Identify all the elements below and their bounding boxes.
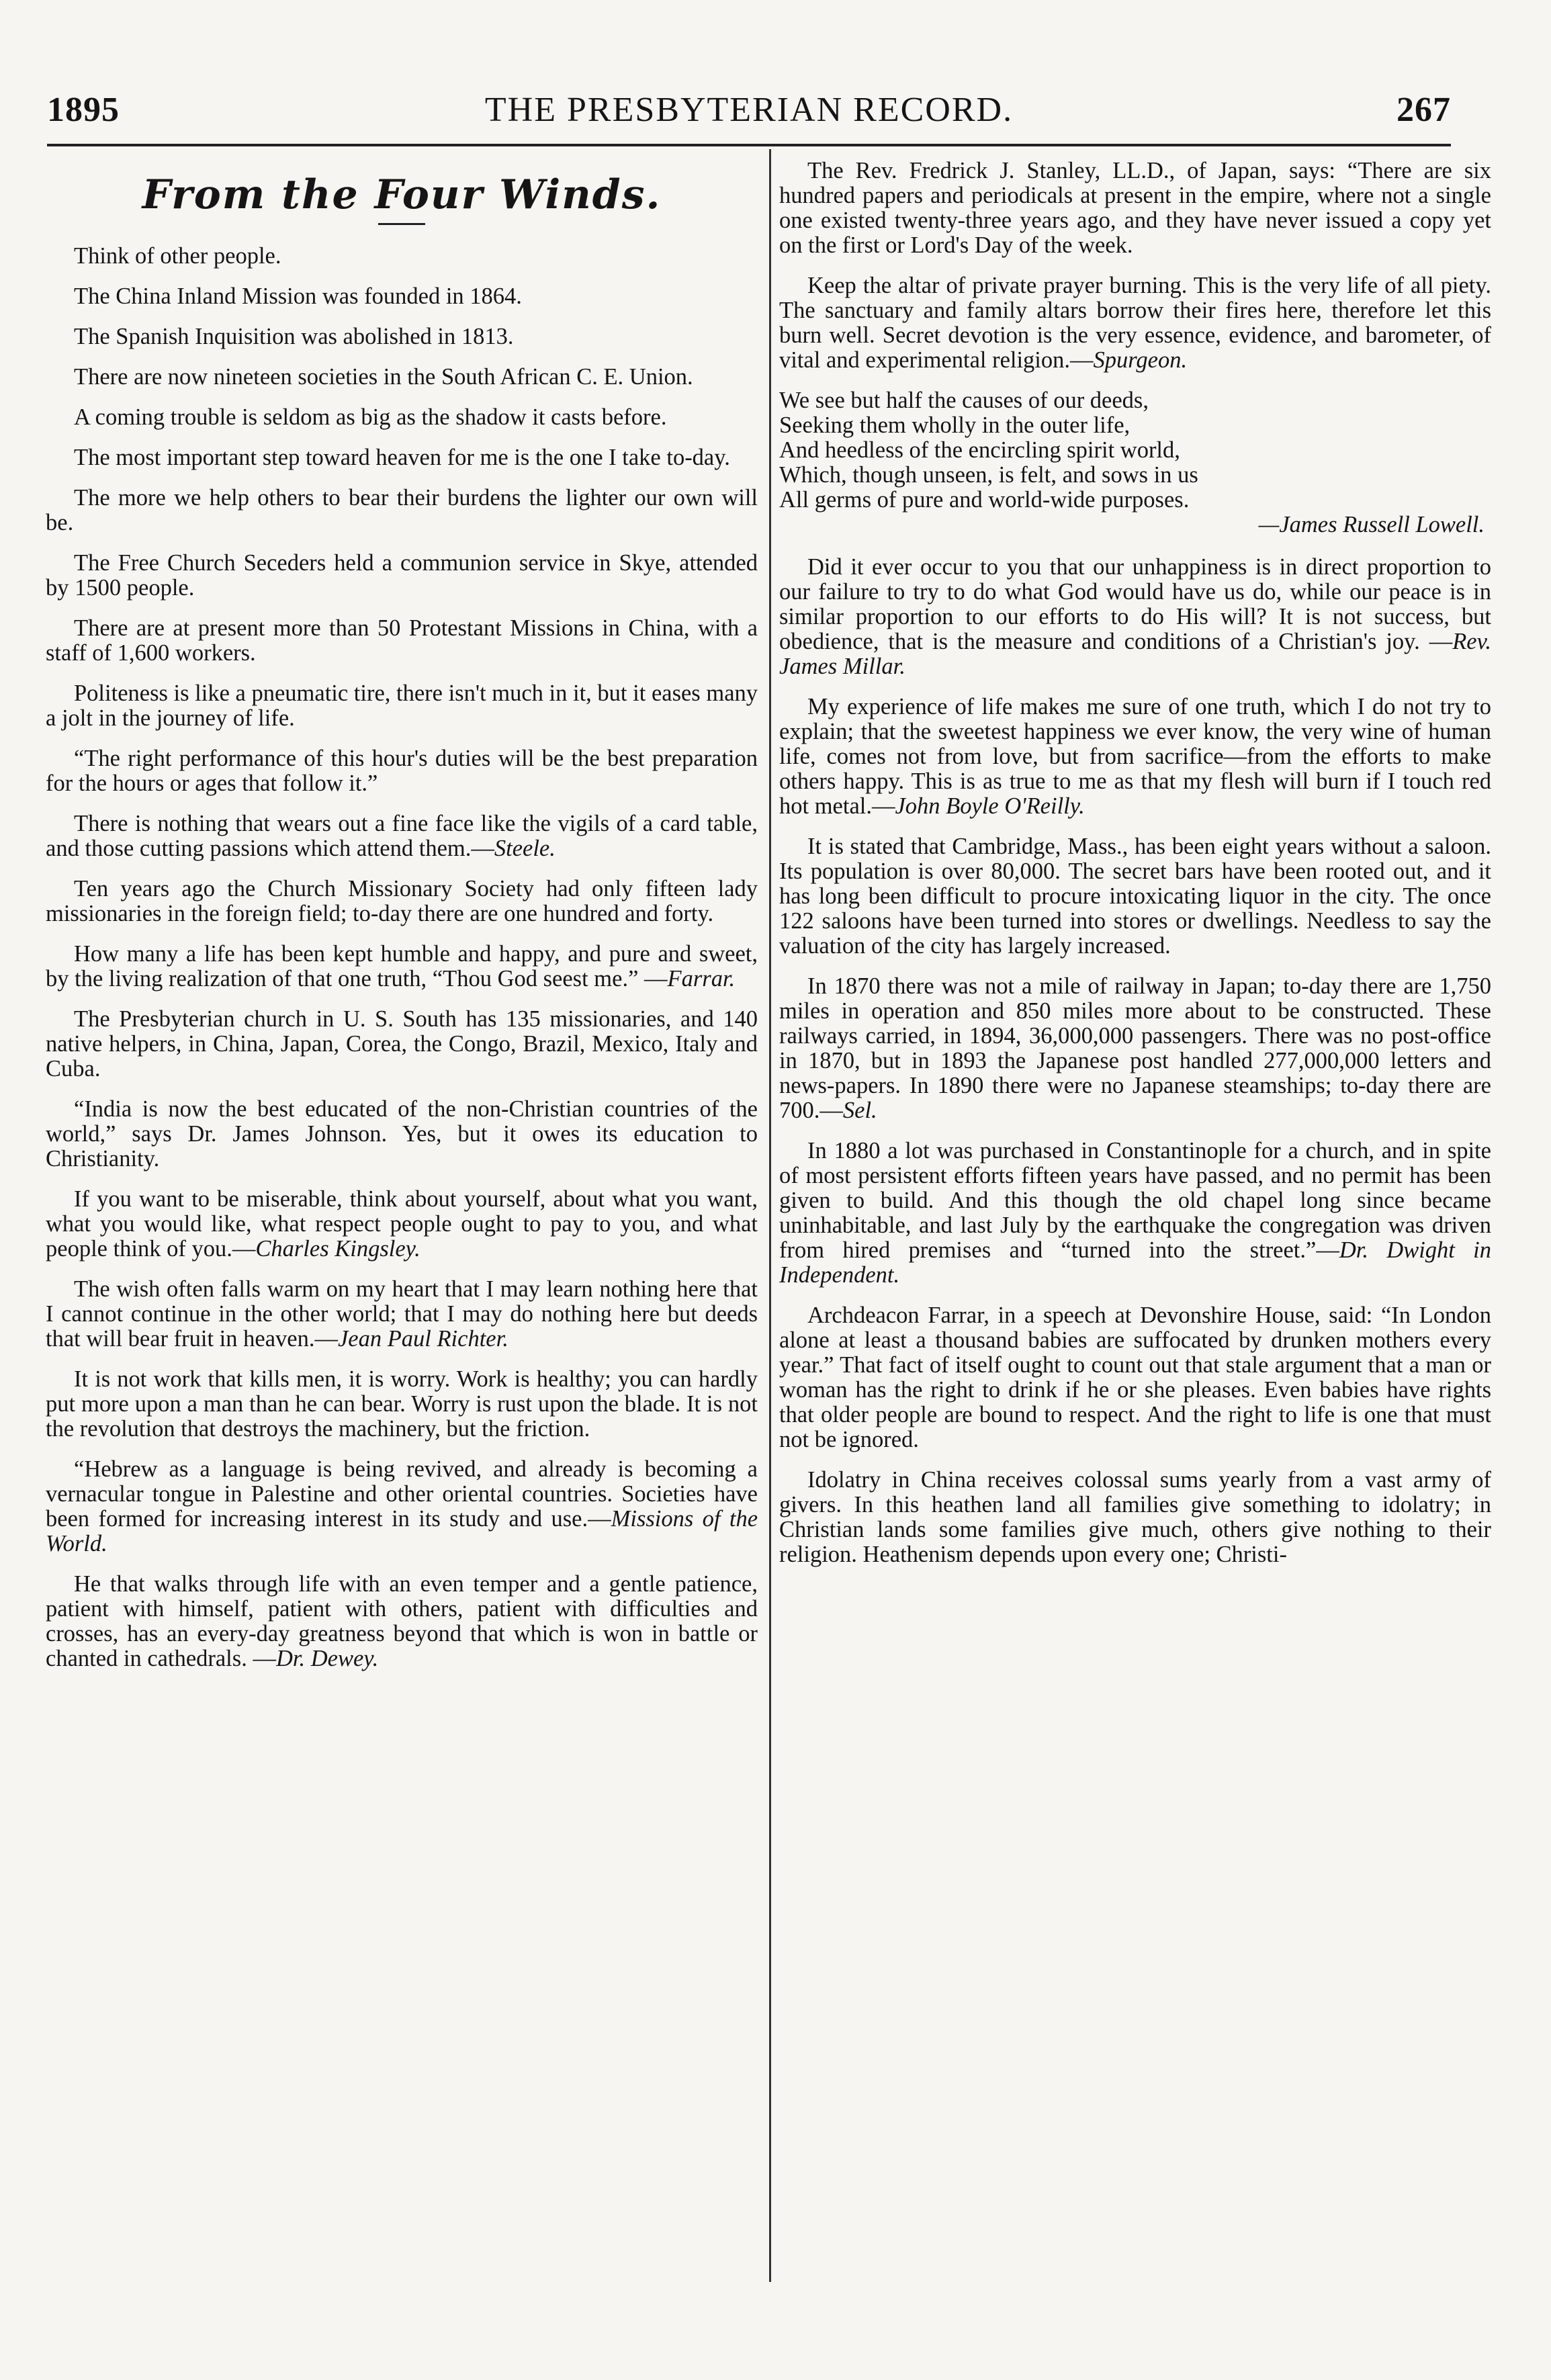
left-column-items <box>46 244 758 1671</box>
poem-line: Seeking them wholly in the outer life, <box>779 412 1131 438</box>
news-item <box>46 616 758 666</box>
news-item <box>46 365 758 390</box>
item-text: The Presbyterian church in U. S. South has 135 missionaries, and 140 native helpers, in China, Japan, Corea, the Congo, Brazil, Mexico, Italy and Cuba. <box>46 1006 758 1082</box>
news-item <box>46 1457 758 1556</box>
news-item <box>46 284 758 309</box>
item-text: The wish often falls warm on my heart that I may learn nothing here that I cannot continue in the other world; that I may do nothing here but deeds that will bear fruit in heaven.— <box>46 1276 758 1352</box>
header-title: THE PRESBYTERIAN RECORD. <box>484 91 1014 129</box>
poem-attribution: —James Russell Lowell. <box>1258 512 1484 537</box>
news-item <box>46 551 758 601</box>
item-attribution: John Boyle O'Reilly. <box>895 793 1085 819</box>
item-text: The Spanish Inquisition was abolished in 1813. <box>74 324 514 349</box>
item-text: “Hebrew as a language is being revived, and already is becoming a vernacular tongue in Palestine and other oriental countries. Societies have been formed for increasing interest in its study and use.— <box>46 1456 758 1532</box>
item-attribution: Rev. James Millar. <box>779 629 1491 679</box>
section-title: From the Four Winds. <box>142 171 662 218</box>
right-column-items-continued <box>779 555 1491 1567</box>
news-item <box>46 746 758 796</box>
section-title-rule <box>378 223 425 225</box>
news-item <box>46 1367 758 1442</box>
item-text: “The right performance of this hour's duties will be the best preparation for the hours or ages that follow it.” <box>46 746 758 796</box>
item-text: The most important step toward heaven for me is the one I take to-day. <box>74 445 730 470</box>
item-attribution: Steele. <box>494 836 556 861</box>
item-text: How many a life has been kept humble and happy, and pure and sweet, by the living realization of that one truth, “Thou God seest me.” — <box>46 941 758 991</box>
news-item <box>46 486 758 535</box>
item-text: Keep the altar of private prayer burning. This is the very life of all piety. The sanctuary and family altars borrow their fires here, therefore let this burn well. Secret devotion is the very essence, evidence, and barometer, of vital and experimental religion.— <box>779 273 1491 373</box>
page-header <box>47 79 1451 133</box>
item-attribution: Dr. Dwight in Independent. <box>779 1237 1491 1288</box>
item-text: Archdeacon Farrar, in a speech at Devonshire House, said: “In London alone at least a thousand babies are suffocated by drunken mothers every year.” That fact of itself ought to count out that stale argument that a man or woman has the right to drink if he or she pleases. Even babies have rights that older people are bound to respect. And the right to life is one that must not be ignored. <box>779 1303 1491 1452</box>
item-text: If you want to be miserable, think about yourself, about what you want, what you would like, what respect people ought to pay to you, and what people think of you.— <box>46 1186 758 1262</box>
item-attribution: Spurgeon. <box>1093 347 1188 373</box>
item-text: There are now nineteen societies in the South African C. E. Union. <box>74 364 693 390</box>
column-divider <box>769 149 771 2282</box>
news-item <box>46 1097 758 1172</box>
news-item <box>779 159 1491 258</box>
news-item <box>46 877 758 926</box>
news-item <box>779 974 1491 1123</box>
poem-block <box>779 388 1491 537</box>
item-text: The China Inland Mission was founded in 1864. <box>74 283 522 309</box>
header-year: 1895 <box>47 91 120 129</box>
right-column <box>779 159 1491 1583</box>
header-rule <box>47 144 1451 146</box>
news-item <box>779 555 1491 679</box>
poem-line: All germs of pure and world-wide purposes. <box>779 487 1190 513</box>
item-text: In 1870 there was not a mile of railway in Japan; to-day there are 1,750 miles in operation and 850 miles more about to be constructed. These railways carried, in 1894, 36,000,000 passengers. There was no post-office in 1870, but in 1893 the Japanese post handled 277,000,000 letters and news-papers. In 1890 there were no Japanese steamships; to-day there are 700.— <box>779 973 1491 1123</box>
news-item <box>779 695 1491 819</box>
news-item <box>779 1468 1491 1567</box>
item-text: In 1880 a lot was purchased in Constantinople for a church, and in spite of most persistent efforts fifteen years have passed, and no permit has been given to build. And this though the old chapel long since became uninhabitable, and last July by the earthquake the congregation was driven from hired premises and “turned into the street.”— <box>779 1138 1491 1263</box>
news-item <box>779 1139 1491 1288</box>
left-column <box>46 159 758 1687</box>
news-item <box>46 244 758 269</box>
poem-line: And heedless of the encircling spirit world, <box>779 437 1180 463</box>
item-text: The Rev. Fredrick J. Stanley, LL.D., of Japan, says: “There are six hundred papers and periodicals at present in the empire, where not a single one existed twenty-three years ago, and they have never issued a copy yet on the first or Lord's Day of the week. <box>779 158 1491 258</box>
item-text: My experience of life makes me sure of one truth, which I do not try to explain; that the sweetest happiness we ever know, the very wine of human life, comes not from love, but from sacrifice—from the efforts to make others happy. This is as true to me as that my flesh will burn if I touch red hot metal.— <box>779 694 1491 819</box>
item-text: The Free Church Seceders held a communion service in Skye, attended by 1500 people. <box>46 550 758 601</box>
news-item <box>46 1277 758 1352</box>
item-text: A coming trouble is seldom as big as the shadow it casts before. <box>74 404 667 430</box>
item-text: Politeness is like a pneumatic tire, there isn't much in it, but it eases many a jolt in the journey of life. <box>46 680 758 731</box>
item-attribution: Sel. <box>842 1098 877 1123</box>
item-text: He that walks through life with an even temper and a gentle patience, patient with himself, patient with others, patient with difficulties and crosses, has an every-day greatness beyond that which is won in battle or chanted in cathedrals. — <box>46 1571 758 1671</box>
news-item <box>779 273 1491 373</box>
item-text: There is nothing that wears out a fine face like the vigils of a card table, and those cutting passions which attend them.— <box>46 811 758 861</box>
news-item <box>779 834 1491 959</box>
news-item <box>46 405 758 430</box>
poem-line: We see but half the causes of our deeds, <box>779 388 1149 413</box>
news-item <box>46 681 758 731</box>
header-page-number: 267 <box>1397 91 1451 129</box>
news-item <box>46 1187 758 1262</box>
item-attribution: Farrar. <box>667 966 736 991</box>
news-item <box>46 811 758 861</box>
news-item <box>46 1007 758 1082</box>
item-text: “India is now the best educated of the non-Christian countries of the world,” says Dr. James Johnson. Yes, but it owes its education to Christianity. <box>46 1096 758 1172</box>
item-text: Idolatry in China receives colossal sums yearly from a vast army of givers. In this heathen land all families give something to idolatry; in Christian lands some families give much, others give nothing to their religion. Heathenism depends upon every one; Christi- <box>779 1467 1491 1567</box>
item-text: There are at present more than 50 Protestant Missions in China, with a staff of 1,600 workers. <box>46 615 758 666</box>
item-text: The more we help others to bear their burdens the lighter our own will be. <box>46 485 758 535</box>
item-attribution: Charles Kingsley. <box>255 1236 420 1262</box>
news-item <box>46 942 758 991</box>
item-text: Did it ever occur to you that our unhappiness is in direct proportion to our failure to try to do what God would have us do, while our peace is in similar proportion to our efforts to do His will? It is not success, but obedience, that is the measure and conditions of a Christian's joy. — <box>779 554 1491 654</box>
item-text: It is stated that Cambridge, Mass., has been eight years without a saloon. Its population is over 80,000. The secret bars have been rooted out, and it has long been difficult to procure intoxicating liquor in the city. The once 122 saloons have been turned into stores or dwellings. Needless to say the valuation of the city has largely increased. <box>779 834 1491 959</box>
news-item <box>46 1572 758 1671</box>
item-attribution: Jean Paul Richter. <box>337 1326 508 1352</box>
poem-line: Which, though unseen, is felt, and sows in us <box>779 462 1198 488</box>
news-item <box>779 1303 1491 1452</box>
item-attribution: Dr. Dewey. <box>275 1646 379 1671</box>
news-item <box>46 324 758 349</box>
item-text: Think of other people. <box>74 243 281 269</box>
right-column-items <box>779 159 1491 373</box>
news-item <box>46 445 758 470</box>
item-text: Ten years ago the Church Missionary Society had only fifteen lady missionaries in the foreign field; to-day there are one hundred and forty. <box>46 876 758 926</box>
item-attribution: Missions of the World. <box>46 1506 758 1556</box>
item-text: It is not work that kills men, it is worry. Work is healthy; you can hardly put more upon a man than he can bear. Worry is rust upon the blade. It is not the revolution that destroys the machinery, but the friction. <box>46 1366 758 1442</box>
